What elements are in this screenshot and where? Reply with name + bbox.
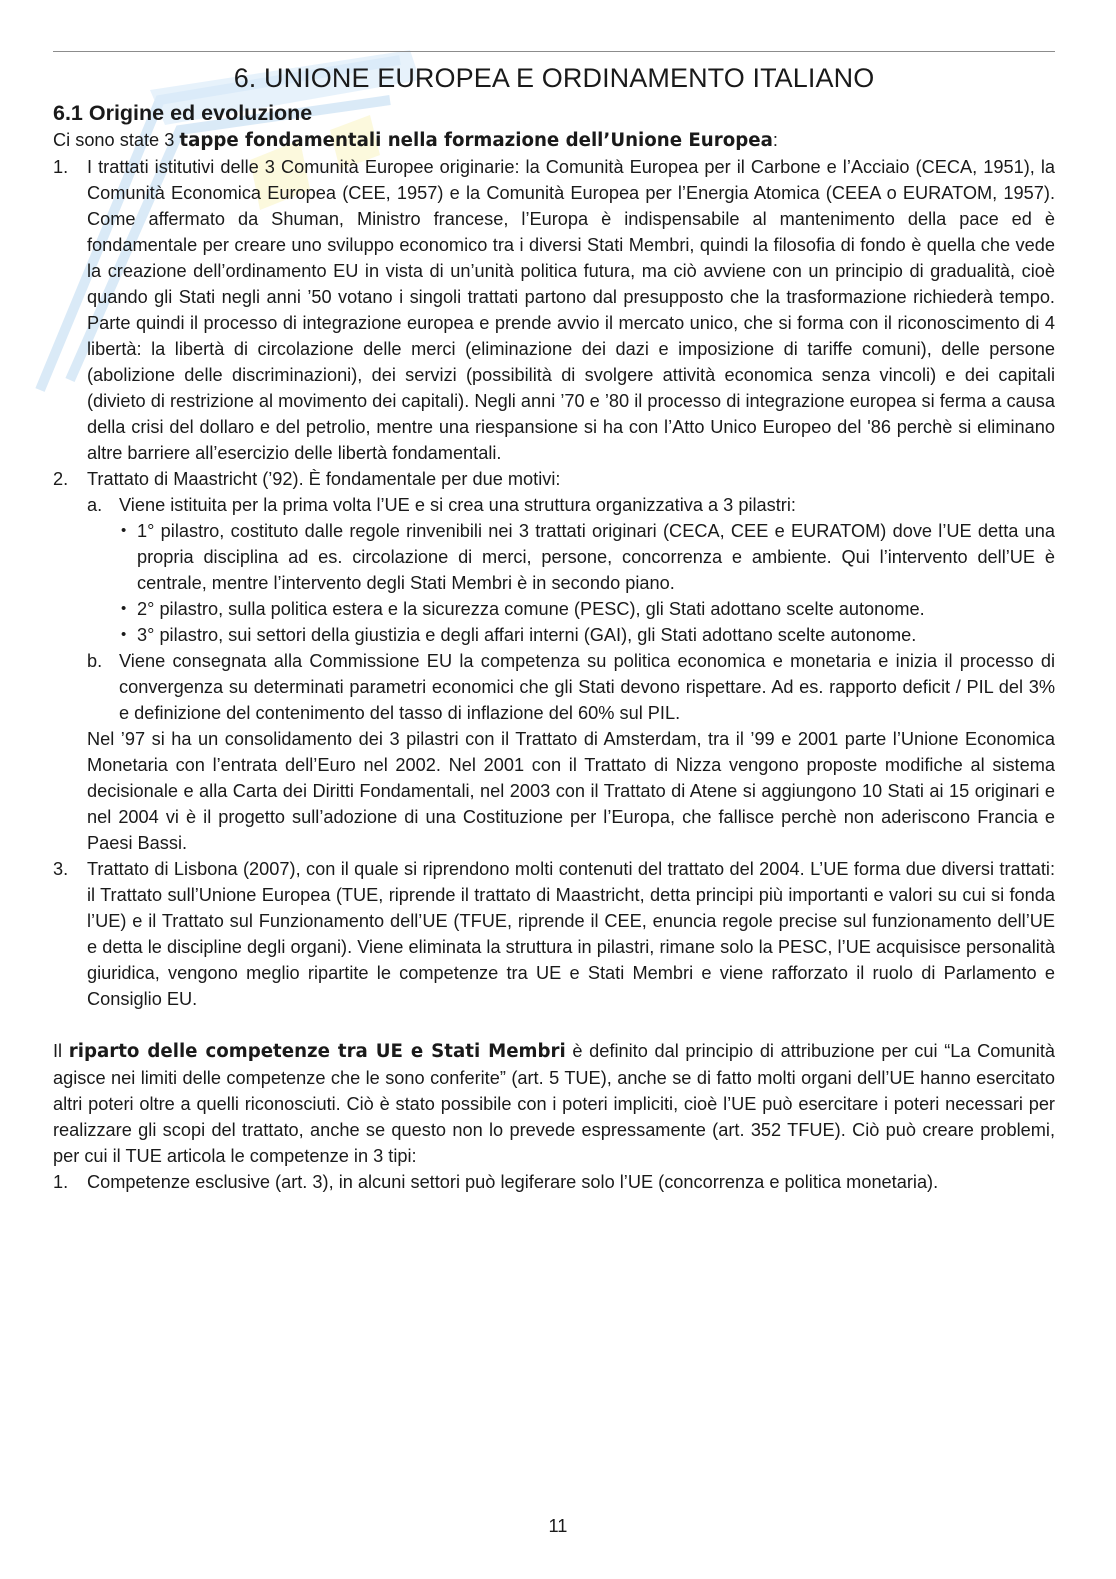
intro-paragraph [53,127,1055,154]
bullet-item [119,596,1055,622]
top-rule [53,51,1055,52]
intro-bold: tappe fondamentali nella formazione dell’Unione Europea [179,130,773,151]
list-item-1 [53,154,1055,466]
list-item-text: Trattato di Maastricht (’92). È fondamentale per due motivi: [87,469,561,489]
sub-item-text: Viene consegnata alla Commissione EU la competenza su politica economica e monetaria e inizia il processo di convergenza su determinati parametri economici che gli Stati devono rispettare. Ad es. rapporto deficit / PIL del 3% e definizione del contenimento del tasso di inflazione del 60% sul PIL. [119,651,1055,723]
riparto-suffix: è definito dal principio di attribuzione per cui “La Comunità agisce nei limiti delle competenze che le sono conferite” (art. 5 TUE), anche se di fatto molti organi dell’UE hanno esercitato altri poteri oltre a quelli riconosciuti. Ciò è stato possibile con i poteri impliciti, cioè l’UE può esercitare i poteri necessari per realizzare gli scopi del trattato, anche se questo non lo prevede espressamente (art. 352 TFUE). Ciò può creare problemi, per cui il TUE articola le competenze in 3 tipi: [53,1041,1055,1166]
riparto-prefix: Il [53,1041,69,1061]
list-number: 1. [53,157,69,177]
bullet-list [119,518,1055,648]
bullet-icon: • [121,522,127,539]
item-2-continuation: Nel ’97 si ha un consolidamento dei 3 pilastri con il Trattato di Amsterdam, tra il ’99 e 2001 parte l’Unione Economica Monetaria con l’entrata dell’Euro nel 2002. Nel 2001 con il Trattato di Nizza vengono proposte modifiche al sistema decisionale e alla Carta dei Diritti Fondamentali, nel 2003 con il Trattato di Atene si aggiungono 10 Stati ai 15 originari e nel 2004 vi è il progetto sull’adozione di una Costituzione per l’Europa, che fallisce perchè non aderiscono Francia e Paesi Bassi. [87,729,1055,853]
page-number: 11 [548,1516,568,1536]
list-item-text: Trattato di Lisbona (2007), con il quale si riprendono molti contenuti del trattato del 2004. L’UE forma due diversi trattati: il Trattato sull’Unione Europea (TUE, riprende il trattato di Maastricht, detta principi più importanti e valori su cui si fonda l’UE) e il Trattato sul Funzionamento dell’UE (TFUE, riprende il CEE, enuncia regole precise sul funzionamento dell’UE e detta le discipline degli organi). Viene eliminata la struttura in pilastri, rimane solo la PESC, l’UE acquisisce personalità giuridica, vengono meglio ripartite le competenze tra UE e Stati Membri e viene rafforzato il ruolo di Parlamento e Consiglio EU. [87,859,1055,1009]
list-number: 2. [53,469,69,489]
bullet-text: 2° pilastro, sulla politica estera e la sicurezza comune (PESC), gli Stati adottano scelte autonome. [137,599,925,619]
sub-item-a [87,492,1055,648]
sub-list [87,492,1055,726]
bullet-item [119,622,1055,648]
bullet-text: 3° pilastro, sui settori della giustizia e degli affari interni (GAI), gli Stati adottano scelte autonome. [137,625,917,645]
intro-suffix: : [772,130,778,150]
competenze-list [53,1169,1055,1195]
section-heading: 6.1 Origine ed evoluzione [53,101,313,125]
sub-list-letter: b. [87,651,103,671]
riparto-paragraph [53,1038,1055,1169]
sub-list-letter: a. [87,495,103,515]
riparto-bold: riparto delle competenze tra UE e Stati Membri [68,1041,566,1062]
intro-prefix: Ci sono state 3 [53,130,180,150]
list-item-text: I trattati istitutivi delle 3 Comunità Europee originarie: la Comunità Europea per il Carbone e l’Acciaio (CECA, 1951), la Comunità Economica Europea (CEE, 1957) e la Comunità Europea per l’Energia Atomica (CEEA o EURATOM, 1957). Come affermato da Shuman, Ministro francese, l’Europa è indispensabile al mantenimento della pace ed è fondamentale per creare uno sviluppo economico tra i diversi Stati Membri, quindi la filosofia di fondo è quella che vede la creazione dell’ordinamento EU in vista di un’unità politica futura, ma ciò avviene con un principio di gradualità, cioè quando gli Stati negli anni ’50 votano i singoli trattati partono dal presupposto che la trasformazione richiederà tempo. Parte quindi il processo di integrazione europea e prende avvio il mercato unico, che si forma con il riconoscimento di 4 libertà: la libertà di circolazione delle merci (eliminazione dei dazi e imposizione di tariffe comuni), delle persone (abolizione delle discriminazioni), dei servizi (possibilità di svolgere attività economica senza vincoli) e dei capitali (divieto di restrizione al movimento dei capitali). Negli anni ’70 e ’80 il processo di integrazione europea si ferma a causa della crisi del dollaro e del petrolio, mentre una riespansione si ha con l’Atto Unico Europeo del '86 perchè si eliminano altre barriere all’esercizio delle libertà fondamentali. [87,157,1055,463]
bullet-item [119,518,1055,596]
list-number: 1. [53,1172,69,1192]
page-title: 6. UNIONE EUROPEA E ORDINAMENTO ITALIANO [233,63,875,93]
list-item-3 [53,856,1055,1012]
main-list [53,154,1055,1012]
bullet-text: 1° pilastro, costituto dalle regole rinvenibili nei 3 trattati originari (CECA, CEE e EURATOM) dove l’UE detta una propria disciplina ad es. circolazione di merci, persone, concorrenza e ambiente. Qui l’intervento dell’UE è centrale, mentre l’intervento degli Stati Membri è in secondo piano. [137,521,1055,593]
list-item-2 [53,466,1055,856]
bullet-icon: • [121,600,127,617]
bullet-icon: • [121,626,127,643]
competenze-item [53,1169,1055,1195]
list-item-text: Competenze esclusive (art. 3), in alcuni settori può legiferare solo l’UE (concorrenza e politica monetaria). [87,1172,939,1192]
sub-item-b [87,648,1055,726]
sub-item-text: Viene istituita per la prima volta l’UE e si crea una struttura organizzativa a 3 pilastri: [119,495,796,515]
document-page [53,51,1055,1195]
list-number: 3. [53,859,69,879]
